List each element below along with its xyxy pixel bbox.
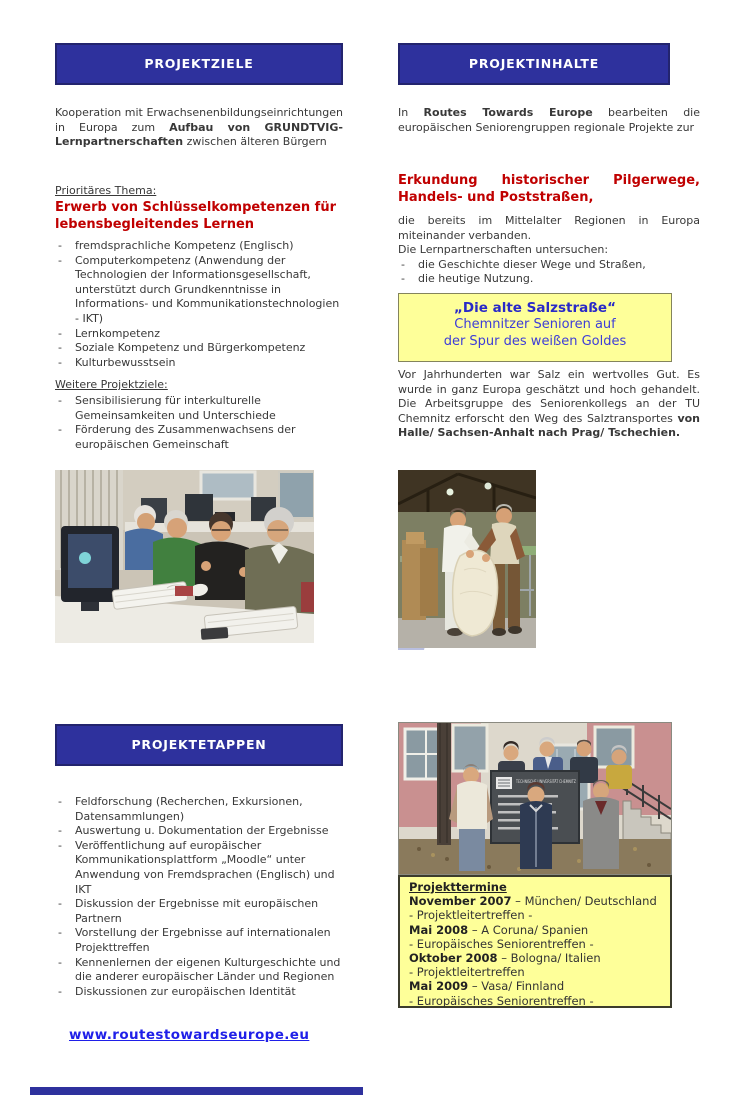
routes-list xyxy=(398,258,700,287)
list-item-text: Auswertung u. Dokumentation der Ergebnisse xyxy=(75,824,329,838)
website-link[interactable]: www.routestowardseurope.eu xyxy=(69,1027,310,1043)
section-header-projektinhalte: PROJEKTINHALTE xyxy=(398,43,670,85)
more-goals-list xyxy=(55,394,343,452)
dash-bullet: - xyxy=(58,955,62,969)
list-item-text: Lernkompetenz xyxy=(75,326,161,340)
date-entry-date: Mai 2008 xyxy=(409,922,469,937)
dash-bullet: - xyxy=(58,341,62,355)
dash-bullet: - xyxy=(58,897,62,911)
photo-computer-course xyxy=(55,470,314,643)
dash-bullet: - xyxy=(58,394,62,407)
dash-bullet: - xyxy=(401,272,405,286)
goals-list xyxy=(55,239,343,370)
routes-paragraph-group xyxy=(398,214,700,287)
date-entry-note: - Projektleitertreffen - xyxy=(409,908,533,923)
dash-bullet: - xyxy=(58,795,62,808)
date-entry-place: – Vasa/ Finnland xyxy=(468,979,565,994)
list-item xyxy=(55,795,343,824)
list-item-text: Kennenlernen der eigenen Kulturgeschichte und die anderer europäischer Länder und Regionen xyxy=(75,955,341,984)
date-entry xyxy=(409,894,661,908)
date-entry-place: – Bologna/ Italien xyxy=(497,951,601,966)
list-item-text: die heutige Nutzung. xyxy=(418,272,534,286)
list-item-text: Diskussionen zur europäischen Identität xyxy=(75,984,296,998)
list-item xyxy=(55,341,343,356)
list-item xyxy=(55,926,343,955)
date-entry xyxy=(409,923,661,937)
more-goals-label: Weitere Projektziele: xyxy=(55,378,168,391)
list-item xyxy=(55,254,343,327)
dash-bullet: - xyxy=(58,355,62,369)
list-item xyxy=(55,356,343,371)
list-item-text: die Geschichte dieser Wege und Straßen, xyxy=(418,257,646,271)
list-item xyxy=(55,956,343,985)
intro-paragraph-right: In Routes Towards Europe bearbeiten die europäischen Seniorengruppen regionale Projekte zur xyxy=(398,106,701,134)
right-column xyxy=(398,0,700,1095)
list-item xyxy=(55,985,343,1000)
dash-bullet: - xyxy=(58,423,62,437)
date-entry-note: - Projektleitertreffen xyxy=(409,965,525,980)
project-dates-box xyxy=(398,875,672,1008)
list-item-text: Sensibilisierung für interkulturelle Gemeinsamkeiten und Unterschiede xyxy=(75,394,276,422)
intro-paragraph-left: Kooperation mit Erwachsenenbildungseinrichtungen in Europa zum Aufbau von GRUNDTVIG- Lernpartnerschaften zwischen älteren Bürgern xyxy=(55,106,343,149)
list-item xyxy=(55,394,343,423)
list-item xyxy=(398,272,700,287)
dash-bullet: - xyxy=(401,257,405,271)
list-item xyxy=(55,327,343,342)
date-entry xyxy=(409,951,661,965)
date-entry-note: - Europäisches Seniorentreffen - xyxy=(409,936,594,951)
date-entry-date: Mai 2009 xyxy=(409,979,469,994)
list-item xyxy=(55,824,343,839)
list-item xyxy=(55,839,343,897)
section-header-projektetappen: PROJEKTETAPPEN xyxy=(55,724,343,766)
date-entry-date: Oktober 2008 xyxy=(409,951,498,966)
project-dates-title: Projekttermine xyxy=(409,880,507,894)
list-item xyxy=(55,423,343,452)
dash-bullet: - xyxy=(58,838,62,852)
paragraph: die bereits im Mittelalter Regionen in Europa miteinander verbanden. xyxy=(398,214,700,242)
list-item-text: Förderung des Zusammenwachsens der europäischen Gemeinschaft xyxy=(75,423,296,451)
list-item-text: Kulturbewusstsein xyxy=(75,355,176,369)
list-item-text: Soziale Kompetenz und Bürgerkompetenz xyxy=(75,341,306,355)
list-item xyxy=(55,897,343,926)
salt-road-callout-box xyxy=(398,293,672,362)
key-competences-heading: Erwerb von Schlüsselkompetenzen für lebensbegleitendes Lernen xyxy=(55,200,336,232)
dash-bullet: - xyxy=(58,926,62,940)
salt-history-paragraph: Vor Jahrhunderten war Salz ein wertvolles Gut. Es wurde in ganz Europa geschätzt und hoch gehandelt. Die Arbeitsgruppe des Seniorenkollegs an der TU Chemnitz erforscht den Weg des Salztransportes von Halle/ Sachsen-Anhalt nach Prag/ Tschechien. xyxy=(398,368,700,440)
list-item-text: fremdsprachliche Kompetenz (Englisch) xyxy=(75,239,294,252)
date-entry xyxy=(409,979,661,993)
dash-bullet: - xyxy=(58,984,62,998)
salt-road-subtitle: Chemnitzer Senioren auf xyxy=(454,317,616,332)
date-entry-place: – A Coruna/ Spanien xyxy=(468,922,589,937)
date-entry-date: November 2007 xyxy=(409,894,512,909)
photo-men-filling-sack xyxy=(398,470,536,648)
date-entry-note: - Europäisches Seniorentreffen - xyxy=(409,993,594,1008)
priority-topic-label: Prioritäres Thema: xyxy=(55,184,157,197)
section-header-projektziele: PROJEKTZIELE xyxy=(55,43,343,85)
left-column xyxy=(55,0,343,1095)
dash-bullet: - xyxy=(58,253,62,267)
salt-road-subtitle: der Spur des weißen Goldes xyxy=(443,333,627,349)
list-item-text: Feldforschung (Recherchen, Exkursionen, Datensammlungen) xyxy=(75,795,303,823)
salt-road-title: „Die alte Salzstraße“ xyxy=(454,300,616,316)
dash-bullet: - xyxy=(58,239,62,252)
next-section-header-partial xyxy=(30,1087,363,1095)
list-item-text: Diskussion der Ergebnisse mit europäischen Partnern xyxy=(75,897,319,925)
list-item xyxy=(55,239,343,254)
university-sign-text: TECHNISCHE UNIVERSITÄT CHEMNITZ xyxy=(516,780,603,785)
dash-bullet: - xyxy=(58,824,62,838)
list-item-text: Veröffentlichung auf europäischer Kommunikationsplattform „Moodle“ unter Anwendung von Fremdsprachen (Englisch) und IKT xyxy=(75,838,335,896)
photo-project-group-tu-chemnitz xyxy=(398,722,672,875)
list-item-text: Computerkompetenz (Anwendung der Technologien der Informationsgesellschaft, unterstützt durch Grundkenntnisse in Informations- und Kommunikationstechnologien - IKT) xyxy=(75,253,340,325)
list-item xyxy=(398,258,700,273)
exploration-heading: Erkundung historischer Pilgerwege, Handels- und Poststraßen, xyxy=(398,173,700,205)
stages-list xyxy=(55,795,343,999)
paragraph: Die Lernpartnerschaften untersuchen: xyxy=(398,243,609,257)
dash-bullet: - xyxy=(58,326,62,340)
date-entry-place: – München/ Deutschland xyxy=(511,894,657,909)
list-item-text: Vorstellung der Ergebnisse auf internationalen Projekttreffen xyxy=(75,926,331,954)
